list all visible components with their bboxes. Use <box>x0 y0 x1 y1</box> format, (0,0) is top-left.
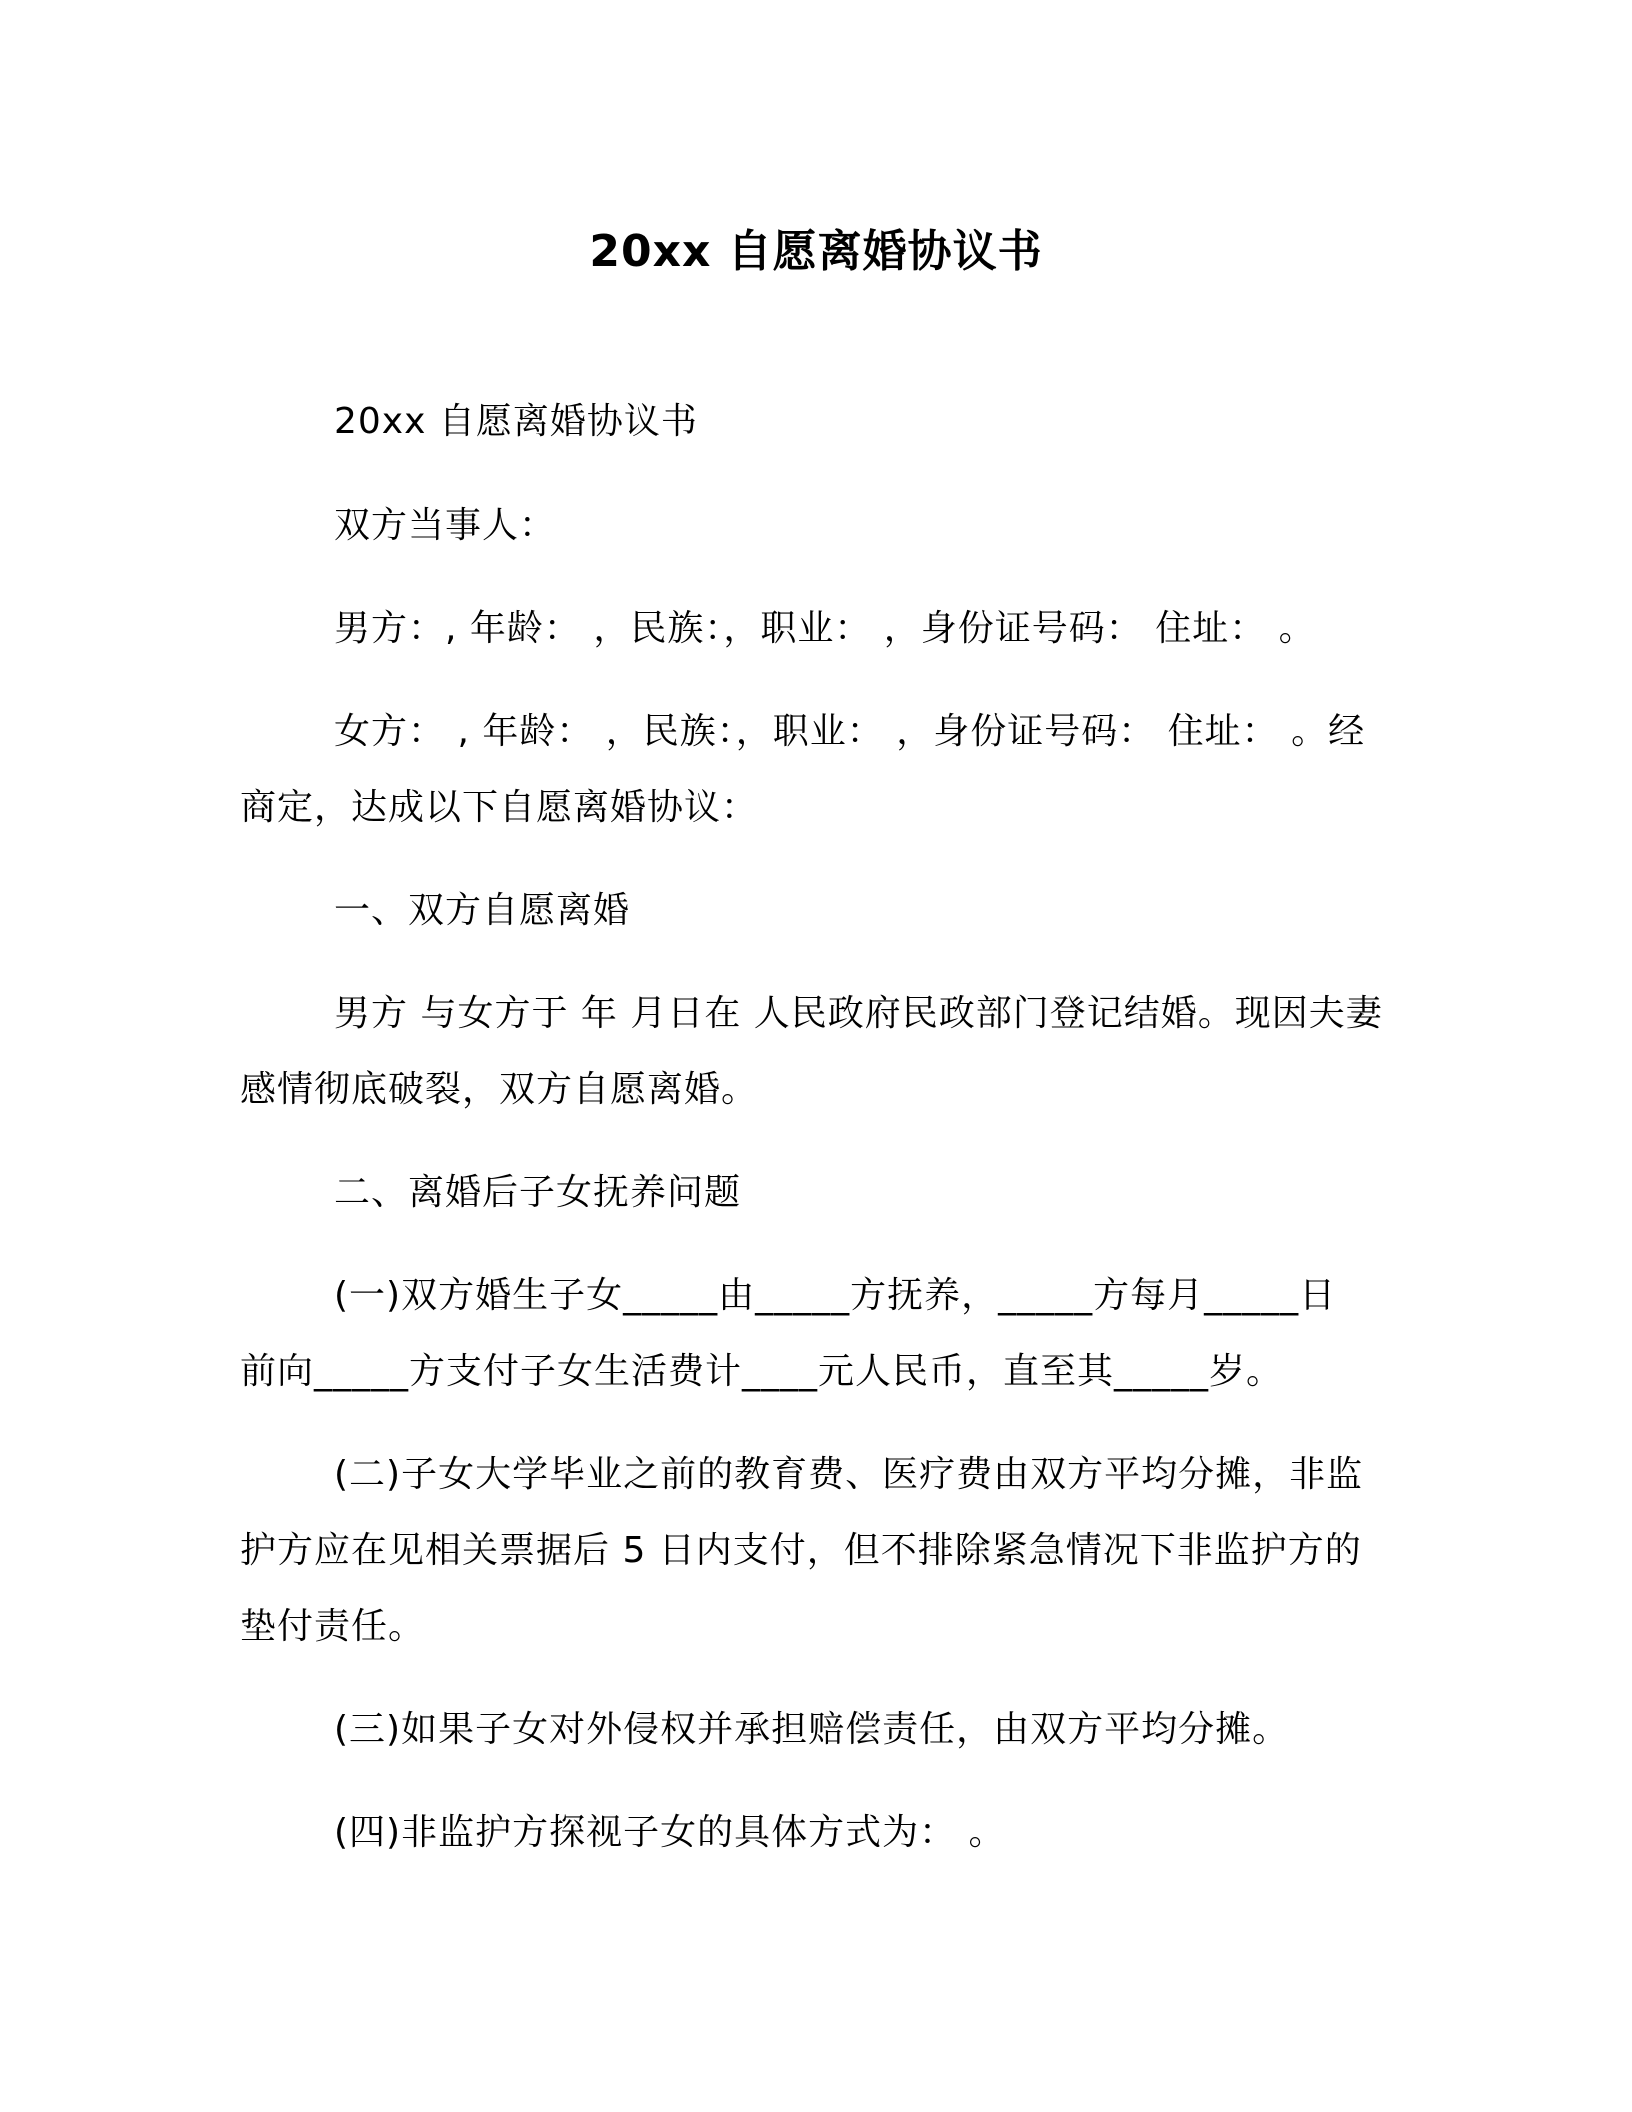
section-one-text-line-1: 男方 与女方于 年 月日在 人民政府民政部门登记结婚。现因夫妻 <box>334 993 1383 1034</box>
document-title: 20xx 自愿离婚协议书 <box>589 226 1043 277</box>
agreement-intro-line: 商定，达成以下自愿离婚协议： <box>240 787 759 828</box>
section-one-text-line-2: 感情彻底破裂，双方自愿离婚。 <box>240 1069 759 1110</box>
female-party-line: 女方： , 年龄： ，民族：，职业： ，身份证号码： 住址： 。经 <box>334 711 1366 752</box>
clause-four-line: (四)非监护方探视子女的具体方式为： 。 <box>334 1812 1006 1853</box>
male-party-line: 男方：, 年龄： ，民族：，职业： ，身份证号码： 住址： 。 <box>334 608 1316 649</box>
clause-one-line-1: (一)双方婚生子女_____由_____方抚养，_____方每月_____日 <box>334 1275 1337 1316</box>
section-one-heading: 一、双方自愿离婚 <box>334 890 631 931</box>
section-two-heading: 二、离婚后子女抚养问题 <box>334 1172 742 1213</box>
subtitle-line: 20xx 自愿离婚协议书 <box>334 401 698 442</box>
clause-one-line-2: 前向_____方支付子女生活费计____元人民币，直至其_____岁。 <box>240 1351 1284 1392</box>
clause-two-line-2: 护方应在见相关票据后 5 日内支付，但不排除紧急情况下非监护方的 <box>240 1530 1362 1571</box>
clause-three-line: (三)如果子女对外侵权并承担赔偿责任，由双方平均分摊。 <box>334 1709 1290 1750</box>
clause-two-line-3: 垫付责任。 <box>240 1606 426 1647</box>
parties-heading: 双方当事人： <box>334 505 557 546</box>
clause-two-line-1: (二)子女大学毕业之前的教育费、医疗费由双方平均分摊，非监 <box>334 1454 1364 1495</box>
